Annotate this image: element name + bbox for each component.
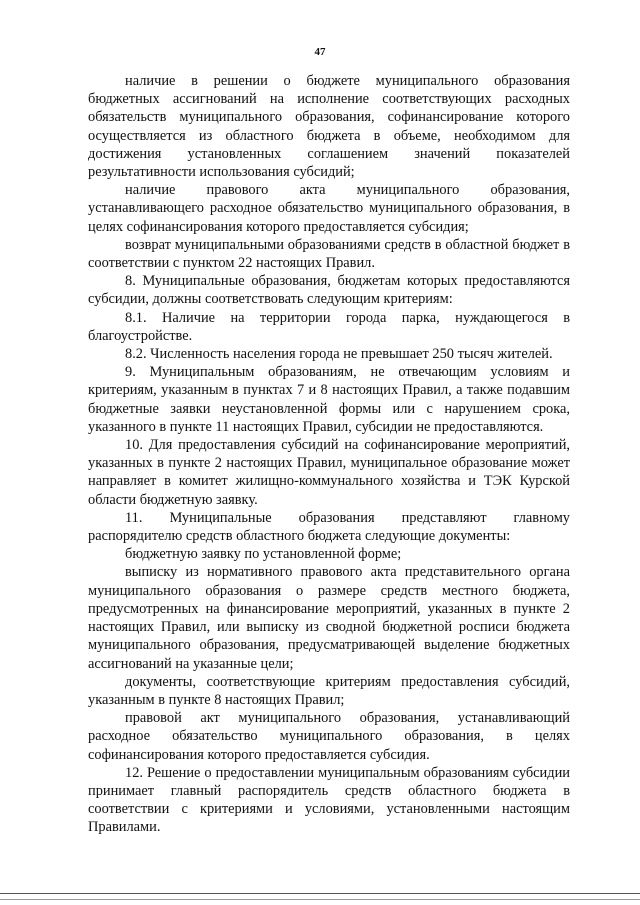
- paragraph-clause-8-1: 8.1. Наличие на территории города парка, нуждающегося в благоустройстве.: [88, 309, 570, 344]
- paragraph-return-funds: возврат муниципальными образованиями средств в областной бюджет в соответствии с пунктом 22 настоящих Правил.: [88, 236, 570, 272]
- paragraph-clause-12: 12. Решение о предоставлении муниципальным образованиям субсидии принимает главный распорядитель средств областного бюджета в соответствии с критериями и условиями, установленными настоящим Правилами.: [88, 764, 570, 836]
- paragraph-clause-9: 9. Муниципальным образованиям, не отвечающим условиям и критериям, указанным в пунктах 7 и 8 настоящих Правил, а также подавшим бюджетные заявки неустановленной формы или с нарушением срока, указанного в пункте 11 настоящих Правил, субсидии не предоставляются.: [88, 364, 570, 435]
- paragraph-budget-allocations: наличие в решении о бюджете муниципального образования бюджетных ассигнований на исполнение соответствующих расходных обязательств муниципального образования, софинансирование которого осуществляется из областного бюджета в объеме, необходимом для достижения установленных соглашением значений показателей результативности использования субсидий;: [88, 73, 570, 181]
- paragraph-clause-8: 8. Муниципальные образования, бюджетам которых предоставляются субсидии, должны соответствовать следующим критериям:: [88, 273, 570, 308]
- paragraph-clause-11: 11. Муниципальные образования представляют главному распорядителю средств областного бюджета следующие документы:: [88, 509, 570, 545]
- paragraph-extract: выписку из нормативного правового акта представительного органа муниципального образования о размере средств местного бюджета, предусмотренных на финансирование мероприятий, указанных в пункте 2 настоящих Правил, или выписку из сводной бюджетной росписи бюджета муниципального образования, предусматривающей выделение бюджетных ассигнований на указанные цели;: [88, 564, 570, 672]
- paragraph-criteria-documents: документы, соответствующие критериям предоставления субсидий, указанным в пункте 8 настоящих Правил;: [88, 673, 570, 708]
- paragraph-legal-act: наличие правового акта муниципального образования, устанавливающего расходное обязательство муниципального образования, в целях софинансирования которого предоставляется субсидия;: [88, 182, 570, 235]
- paragraph-clause-8-2: 8.2. Численность населения города не превышает 250 тысяч жителей.: [125, 346, 553, 363]
- bottom-border-line-secondary: [0, 899, 640, 900]
- page-number: 47: [314, 46, 326, 58]
- paragraph-budget-application: бюджетную заявку по установленной форме;: [125, 546, 402, 563]
- paragraph-clause-10: 10. Для предоставления субсидий на софинансирование мероприятий, указанных в пункте 2 настоящих Правил, муниципальное образование может направляет в комитет жилищно-коммунального хозяйства и ТЭК Курской области бюджетную заявку.: [88, 437, 570, 508]
- bottom-border-line: [0, 893, 640, 894]
- paragraph-municipal-act: правовой акт муниципального образования, устанавливающий расходное обязательство муниципального образования, в целях софинансирования которого предоставляется субсидия.: [88, 710, 570, 763]
- document-body: [88, 72, 570, 837]
